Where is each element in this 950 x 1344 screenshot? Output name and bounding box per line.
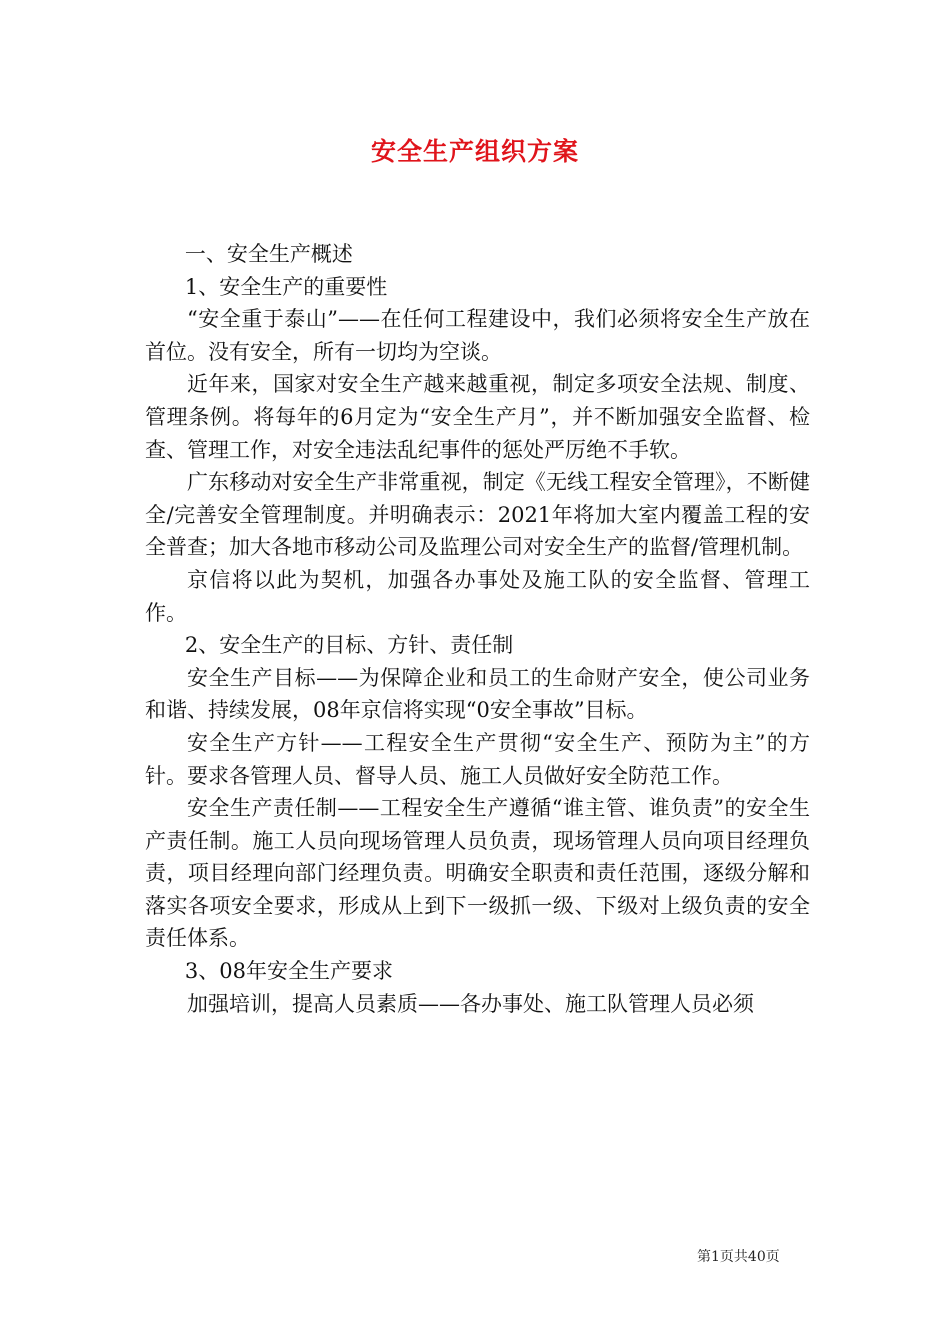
section-heading: 一、安全生产概述 bbox=[184, 242, 353, 266]
subsection-heading: 2、安全生产的目标、方针、责任制 bbox=[184, 633, 514, 658]
body-paragraph: 京信将以此为契机，加强各办事处及施工队的安全监督、管理工作。 bbox=[145, 567, 810, 625]
subsection-heading: 1、安全生产的重要性 bbox=[184, 274, 388, 299]
body-paragraph: 加强培训，提高人员素质——各办事处、施工队管理人员必须 bbox=[187, 991, 754, 1016]
body-paragraph: 广东移动对安全生产非常重视，制定《无线工程安全管理》，不断健全/完善安全管理制度。并明确表示：2021年将加大室内覆盖工程的安全普查；加大各地市移动公司及监理公司对安全生产的监督/管理机制。 bbox=[145, 470, 810, 560]
body-paragraph: 近年来，国家对安全生产越来越重视，制定多项安全法规、制度、管理条例。将每年的6月定为“安全生产月”，并不断加强安全监督、检查、管理工作，对安全违法乱纪事件的惩处严厉绝不手软。 bbox=[145, 372, 810, 462]
body-paragraph: 安全生产责任制——工程安全生产遵循“谁主管、谁负责”的安全生产责任制。施工人员向现场管理人员负责，现场管理人员向项目经理负责，项目经理向部门经理负责。明确安全职责和责任范围，逐级分解和落实各项安全要求，形成从上到下一级抓一级、下级对上级负责的安全责任体系。 bbox=[145, 796, 810, 951]
document-title: 安全生产组织方案 bbox=[370, 137, 579, 166]
document-body bbox=[145, 238, 810, 1020]
subsection-heading: 3、08年安全生产要求 bbox=[184, 959, 393, 984]
body-paragraph: 安全生产目标——为保障企业和员工的生命财产安全，使公司业务和谐、持续发展，08年京信将实现“0安全事故”目标。 bbox=[145, 665, 810, 723]
body-paragraph: “安全重于泰山”——在任何工程建设中，我们必须将安全生产放在首位。没有安全，所有一切均为空谈。 bbox=[145, 307, 810, 364]
page-number-footer: 第1页共40页 bbox=[697, 1249, 780, 1265]
body-paragraph: 安全生产方针——工程安全生产贯彻“安全生产、预防为主”的方针。要求各管理人员、督导人员、施工人员做好安全防范工作。 bbox=[145, 730, 810, 788]
